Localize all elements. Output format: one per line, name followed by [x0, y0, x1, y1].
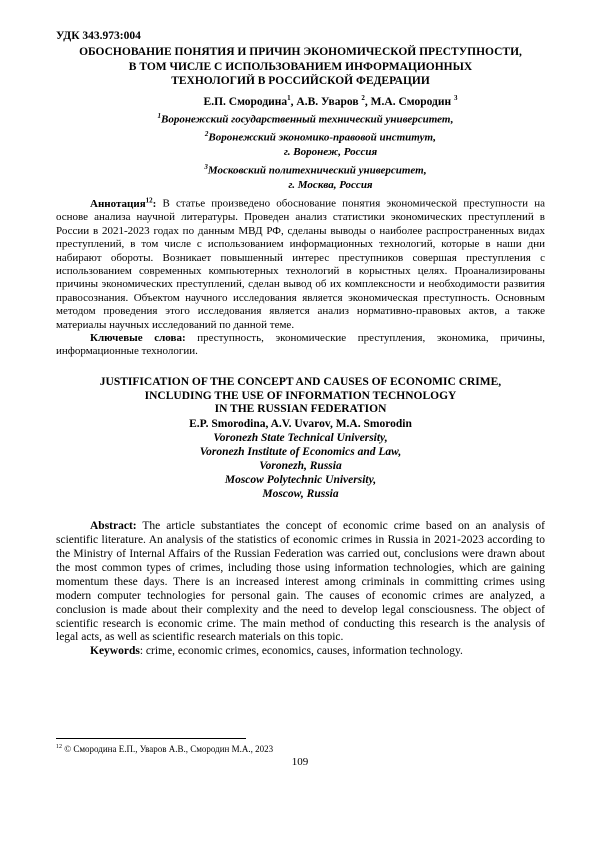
ru-annotation-label [90, 198, 156, 210]
footnote [56, 742, 273, 755]
en-abstract-label: Abstract: [90, 520, 137, 533]
page-number: 109 [291, 756, 309, 768]
udc-code: УДК 343.973:004 [56, 30, 141, 42]
ru-annotation [56, 194, 545, 332]
ru-title-line-1: ОБОСНОВАНИЕ ПОНЯТИЯ И ПРИЧИН ЭКОНОМИЧЕСКОЙ ПРЕСТУПНОСТИ, [79, 46, 522, 58]
footnote-text: © Смородина Е.П., Уваров А.В., Смородин М.А., 2023 [62, 744, 274, 754]
ru-author-2-sup: 2 [361, 93, 365, 102]
ru-author-3: , М.А. Смородин [364, 95, 454, 108]
ru-affiliation-city-1-text: г. Воронеж, Россия [283, 146, 378, 159]
ru-affiliation-1-sup: 1 [157, 111, 161, 120]
en-affiliation-city-1: Voronezh, Russia [259, 460, 342, 473]
ru-title-line-3: ТЕХНОЛОГИЙ В РОССИЙСКОЙ ФЕДЕРАЦИИ [171, 75, 430, 87]
en-affiliation-3: Moscow Polytechnic University, [224, 474, 377, 487]
ru-affiliation-1 [56, 109, 545, 127]
ru-annotation-colon: : [152, 197, 157, 210]
ru-author-1: Е.П. Смородина [203, 95, 288, 108]
en-abstract [56, 520, 545, 645]
en-keywords [56, 645, 545, 659]
en-abstract-text: The article substantiates the concept of economic crime based on an analysis of scientific literature. An analysis of the statistics of economic crimes in Russia in 2021-2023 according to the Ministry of Internal Affairs of the Russian Federation was carried out, conclusions were drawn about the most common types of crimes, including those using information technologies, which are gaining momentum these days. There is an increased interest among criminals in committing crimes using modern computer technologies for personal gain. The causes of economic crimes are analyzed, a conclusion is made about their complexity and the need to develop legal consciousness. The object of scientific research is economic crime. The main method of conducting this research is the analysis of legal acts, as well as scientific research materials on this topic. [56, 520, 545, 644]
ru-annotation-text: В статье произведено обоснование понятия экономической преступности на основе анализа научной литературы. Проведен анализ статистики экономических преступлений в России в 2021-2023 годах по данным МВД РФ, сделаны выводы о наиболее распространенных видах преступлений, в том числе с использованием информационных технологий, которые в наши дни набирают обороты. Возникает повышенный интерес преступников совершая преступления с использованием современных компьютерных технологий в корыстных целях. Проанализированы причины экономических преступлений, сделан вывод об их комплексности и необходимости развития правосознания. Объектом научного исследования является экономическая преступность. Основным методом проведения этого исследования является анализ нормативно-правовых актов, а также материалы научных исследований по данной теме. [56, 197, 545, 331]
ru-affiliation-2-text: Воронежский экономико-правовой институт, [208, 131, 437, 144]
en-keywords-label: Keywords [90, 645, 140, 658]
ru-affiliation-city-2 [56, 178, 545, 193]
ru-affiliation-3-text: Московский политехнический университет, [207, 164, 427, 177]
en-affiliation-2: Voronezh Institute of Economics and Law, [199, 446, 402, 459]
ru-keywords-text: преступность, экономические преступления, экономика, причины, информационные технологии. [56, 332, 546, 358]
ru-affiliation-3-sup: 3 [204, 162, 208, 171]
ru-title-line-2: В ТОМ ЧИСЛЕ С ИСПОЛЬЗОВАНИЕМ ИНФОРМАЦИОННЫХ [128, 60, 473, 73]
ru-annotation-label-text: Аннотация [90, 197, 146, 210]
ru-author-3-sup: 3 [453, 93, 458, 102]
ru-affiliation-3 [56, 160, 545, 178]
ru-affiliation-city-1 [56, 145, 545, 160]
en-affiliation-city-2: Moscow, Russia [262, 488, 339, 501]
ru-keywords [56, 332, 545, 359]
en-affiliation-1: Voronezh State Technical University, [213, 432, 388, 445]
en-title-line-3: IN THE RUSSIAN FEDERATION [214, 403, 387, 416]
ru-annotation-footnote-ref: 12 [145, 196, 153, 205]
ru-authors [56, 91, 545, 109]
ru-affiliation-2-sup: 2 [204, 129, 209, 138]
en-authors: E.P. Smorodina, A.V. Uvarov, M.A. Smorodin [189, 418, 412, 431]
ru-affiliation-city-2-text: г. Москва, Россия [288, 178, 373, 191]
ru-affiliation-2 [56, 127, 545, 145]
en-title-line-2: INCLUDING THE USE OF INFORMATION TECHNOLOGY [144, 389, 457, 402]
en-keywords-text: : crime, economic crimes, economics, causes, information technology. [139, 645, 463, 658]
footnote-divider [56, 738, 246, 739]
ru-author-1-sup: 1 [287, 93, 291, 102]
article-page [56, 30, 545, 659]
en-title-line-1: JUSTIFICATION OF THE CONCEPT AND CAUSES OF ECONOMIC CRIME, [99, 375, 502, 388]
ru-author-2: , А.В. Уваров [290, 95, 362, 108]
ru-affiliation-1-text: Воронежский государственный технический университет, [160, 113, 454, 126]
ru-keywords-label: Ключевые слова: [90, 332, 186, 345]
footnote-marker: 12 [56, 744, 62, 750]
